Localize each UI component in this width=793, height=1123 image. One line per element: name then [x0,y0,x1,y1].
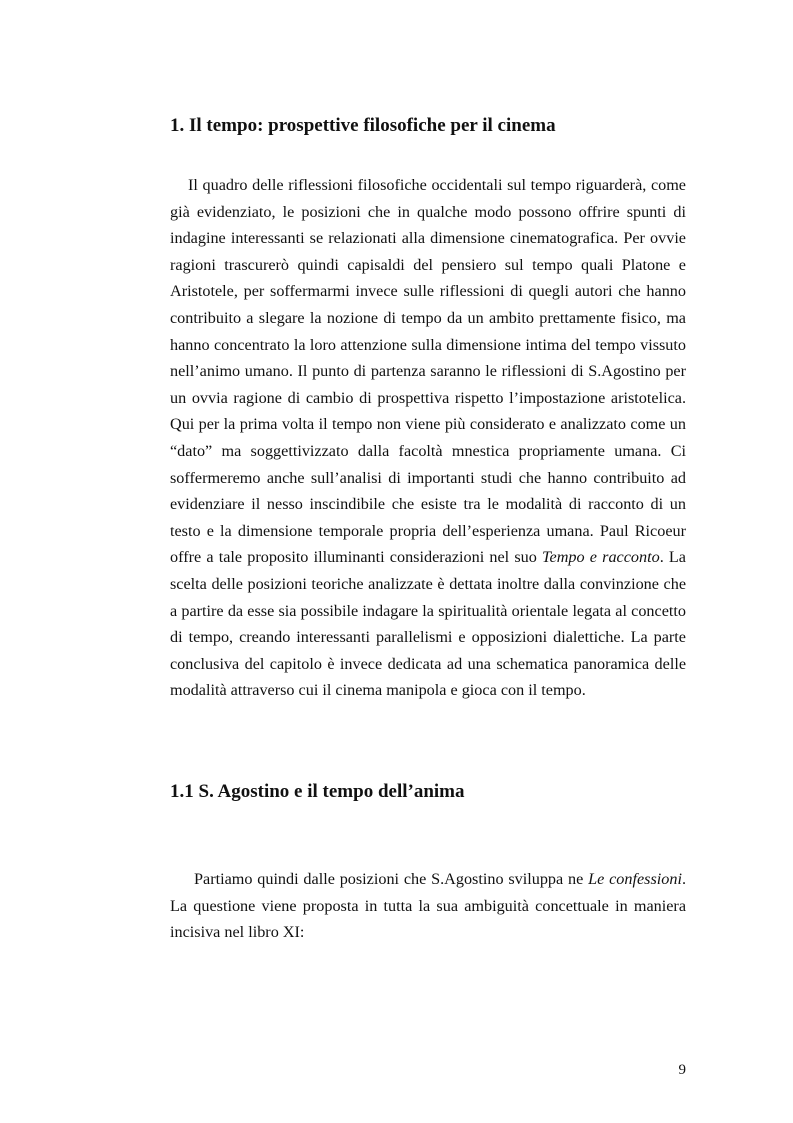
chapter-heading: 1. Il tempo: prospettive filosofiche per il cinema [170,115,556,136]
paragraph-text-part: Partiamo quindi dalle posizioni che S.Agostino sviluppa ne [194,870,589,888]
section-paragraph [170,866,686,946]
chapter-intro-paragraph [170,172,686,704]
book-title-italic: Tempo e racconto [542,548,660,567]
paragraph-text-part: Il quadro delle riflessioni filosofiche occidentali sul tempo riguarderà, come già evidenziato, le posizioni che in qualche modo possono offrire spunti di indagine interessanti se relazionati alla dimensione cinematografica. Per ovvie ragioni trascurerò quindi capisaldi del pensiero sul tempo quali Platone e Aristotele, per soffermarmi invece sulle riflessioni di quegli autori che hanno contribuito a slegare la nozione di tempo da un ambito prettamente fisico, ma hanno concentrato la loro attenzione sulla dimensione intima del tempo vissuto nell’animo umano. Il punto di partenza saranno le riflessioni di S.Agostino per un ovvia ragione di cambio di prospettiva rispetto l’impostazione aristotelica. Qui per la prima volta il tempo non viene più considerato e analizzato come un “dato” ma soggettivizzato dalla facoltà mnestica propriamente umana. Ci soffermeremo anche sull’analisi di importanti studi che hanno contribuito ad evidenziare il nesso inscindibile che esiste tra le modalità di racconto di un testo e la dimensione temporale propria dell’esperienza umana. Paul Ricoeur offre a tale proposito illuminanti considerazioni nel suo [170,176,686,567]
section-heading: 1.1 S. Agostino e il tempo dell’anima [170,781,465,802]
paragraph-text-part: . La questione viene proposta in tutta la sua ambiguità concettuale in maniera incisiva nel libro XI: [170,870,686,942]
page-number: 9 [678,1062,686,1078]
paragraph-text-part: . La scelta delle posizioni teoriche analizzate è dettata inoltre dalla convinzione che a partire da esse sia possibile indagare la spiritualità orientale legata al concetto di tempo, creando interessanti parallelismi e opposizioni dialettiche. La parte conclusiva del capitolo è invece dedicata ad una schematica panoramica delle modalità attraverso cui il cinema manipola e gioca con il tempo. [170,548,686,700]
book-title-italic: Le confessioni [588,870,682,888]
